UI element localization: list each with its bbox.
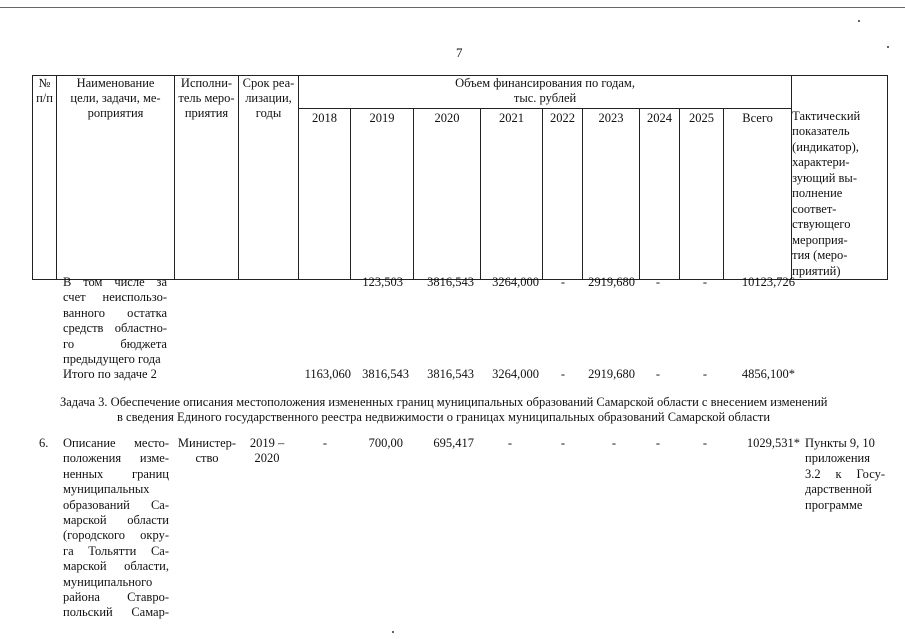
header-year-2020: 2020	[414, 109, 481, 280]
row-incl-2024: -	[655, 275, 661, 289]
row-total-2023: 2919,680	[588, 367, 635, 381]
row-total-2018: 1163,060	[304, 367, 351, 381]
row6-num: 6.	[39, 436, 49, 450]
row-total-2024: -	[655, 367, 661, 381]
row-incl-2023: 2919,680	[588, 275, 635, 289]
row6-2025: -	[702, 436, 708, 450]
row6-2020: 695,417	[433, 436, 474, 450]
top-rule	[0, 7, 905, 8]
row-total-2022: -	[560, 367, 566, 381]
row6-2023: -	[611, 436, 617, 450]
row-total-name: Итого по задаче 2	[63, 367, 157, 381]
row6-total: 1029,531*	[746, 436, 800, 450]
header-name: Наименование цели, задачи, ме- роприятия	[57, 76, 175, 280]
funding-table-header	[32, 75, 888, 280]
row6-tactic: Пункты 9, 10 приложения 3.2 к Госу- дарственной программе	[805, 436, 885, 512]
row6-2022: -	[560, 436, 566, 450]
row-incl-2025: -	[702, 275, 708, 289]
task3-line2: в сведения Единого государственного реестра недвижимости о границах муниципальных образований Самарской области	[117, 410, 771, 424]
row-incl-2020: 3816,543	[427, 275, 474, 289]
page-number: 7	[456, 45, 463, 60]
header-year-2019: 2019	[351, 109, 414, 280]
row-total-2020: 3816,543	[427, 367, 474, 381]
header-tactic-top	[792, 76, 888, 109]
row6-term: 2019 – 2020	[249, 436, 285, 466]
row-incl-2022: -	[560, 275, 566, 289]
row-total-2025: -	[702, 367, 708, 381]
task3-line1: Задача 3. Обеспечение описания местоположения измененных границ муниципальных образований Самарской области с внесением изменений	[60, 395, 828, 409]
header-year-2025: 2025	[680, 109, 724, 280]
scan-speck	[392, 631, 394, 633]
row6-2018: -	[322, 436, 328, 450]
header-num: № п/п	[33, 76, 57, 280]
header-year-2024: 2024	[640, 109, 680, 280]
header-year-2022: 2022	[543, 109, 583, 280]
row-incl-2019: 123,503	[362, 275, 403, 289]
scan-speck	[887, 46, 889, 48]
row-total-total: 4856,100*	[741, 367, 795, 381]
row6-2021: -	[507, 436, 513, 450]
header-executor: Исполни- тель меро- приятия	[175, 76, 239, 280]
row6-name: Описание место- положения изме- ненных границ муниципальных образований Са- марской области (городского окру- га Тольятти Са- марской области, муниципального района Ставро- польский Самар-	[63, 436, 169, 620]
header-year-2018: 2018	[299, 109, 351, 280]
header-funding: Объем финансирования по годам, тыс. рублей	[299, 76, 792, 109]
row-total-2021: 3264,000	[492, 367, 539, 381]
row6-executor: Министер- ство	[177, 436, 237, 466]
header-year-2023: 2023	[583, 109, 640, 280]
row-total-2019: 3816,543	[362, 367, 409, 381]
header-term: Срок реа- лизации, годы	[239, 76, 299, 280]
scan-speck	[858, 20, 860, 22]
row-incl-name: В том числе за счет неиспользо- ванного остатка средств областно- го бюджета предыдущего года	[63, 275, 167, 367]
header-year-2021: 2021	[481, 109, 543, 280]
header-year-total: Всего	[724, 109, 792, 280]
header-tactic: Тактический показатель (индикатор), характери- зующий вы- полнение соответ- ствующего мероприя- тия (меро- приятий)	[792, 109, 888, 280]
row-incl-total: 10123,726	[741, 275, 795, 289]
row-incl-2021: 3264,000	[492, 275, 539, 289]
row6-2019: 700,00	[368, 436, 403, 450]
row6-2024: -	[655, 436, 661, 450]
